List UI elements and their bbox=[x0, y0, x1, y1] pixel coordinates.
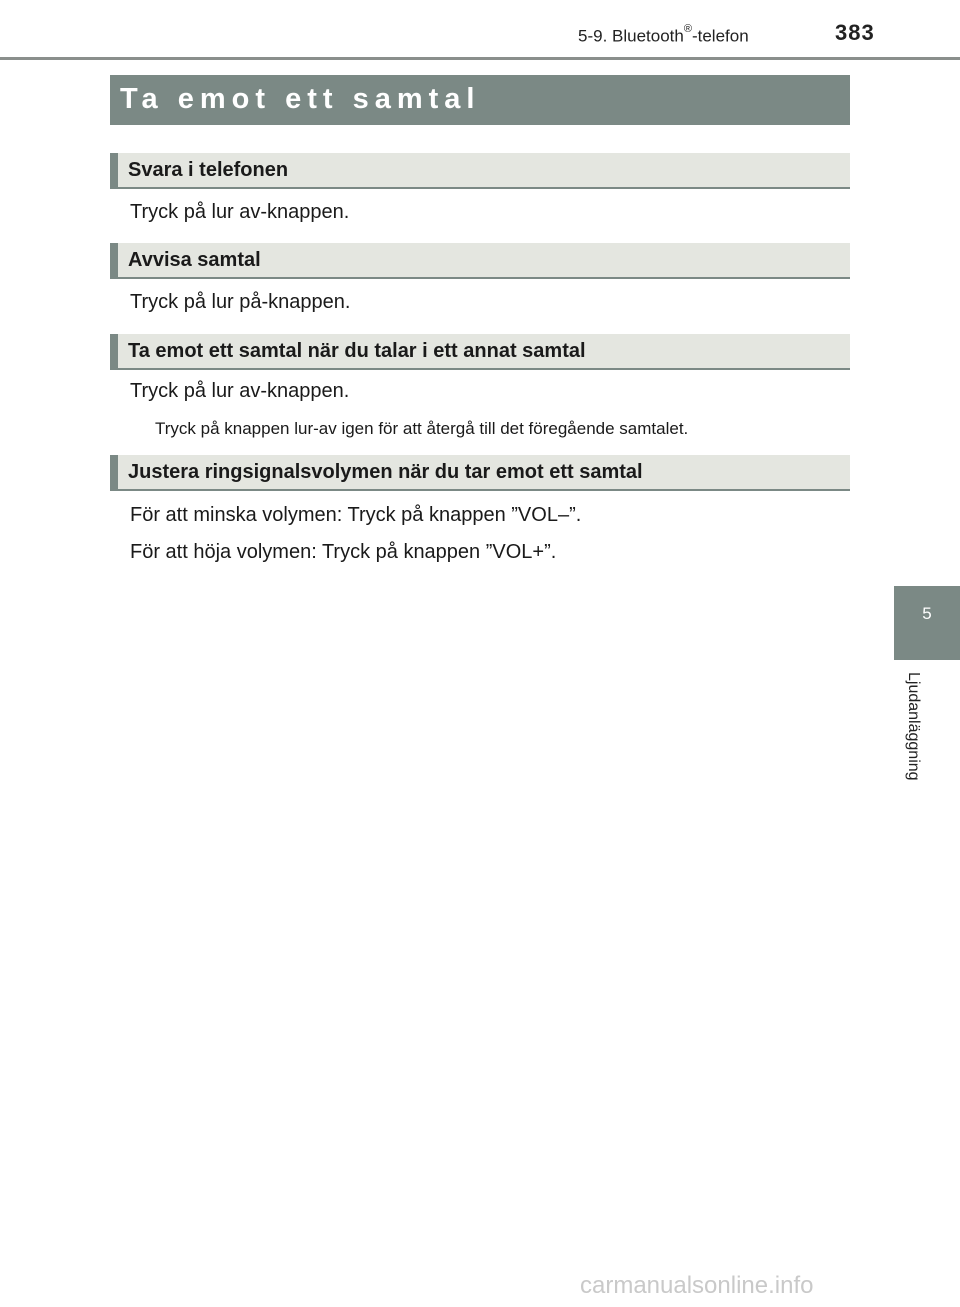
subheading-accent bbox=[110, 455, 118, 491]
subheading-call-waiting: Ta emot ett samtal när du talar i ett annat samtal bbox=[128, 340, 586, 362]
subheading-accent bbox=[110, 153, 118, 189]
subheading-accent bbox=[110, 243, 118, 279]
instruction-volume-up: För att höja volymen: Tryck på knappen ”VOL+”. bbox=[130, 541, 557, 563]
instruction-volume-down: För att minska volymen: Tryck på knappen ”VOL–”. bbox=[130, 504, 582, 526]
registered-mark: ® bbox=[683, 23, 692, 35]
chapter-label: Ljudanläggning bbox=[905, 672, 922, 781]
section-header bbox=[578, 23, 749, 47]
section-prefix: 5-9. Bluetooth bbox=[578, 26, 684, 46]
subheading-bar-reject bbox=[110, 243, 850, 279]
subheading-bar-call-waiting bbox=[110, 334, 850, 370]
instruction-reject: Tryck på lur på-knappen. bbox=[130, 291, 351, 313]
note-call-waiting: Tryck på knappen lur-av igen för att återgå till det föregående samtalet. bbox=[155, 419, 689, 438]
title-bar bbox=[110, 75, 850, 125]
watermark: carmanualsonline.info bbox=[580, 1272, 814, 1299]
page-number: 383 bbox=[835, 20, 875, 45]
subheading-bar-ringtone-volume bbox=[110, 455, 850, 491]
chapter-tab bbox=[894, 586, 960, 660]
subheading-accent bbox=[110, 334, 118, 370]
instruction-answer: Tryck på lur av-knappen. bbox=[130, 201, 350, 223]
subheading-reject: Avvisa samtal bbox=[128, 249, 261, 271]
chapter-number: 5 bbox=[922, 604, 932, 623]
section-suffix: -telefon bbox=[691, 26, 749, 46]
subheading-ringtone-volume: Justera ringsignalsvolymen när du tar emot ett samtal bbox=[128, 461, 643, 483]
subheading-bar-answer bbox=[110, 153, 850, 189]
instruction-call-waiting: Tryck på lur av-knappen. bbox=[130, 380, 350, 402]
header-divider bbox=[0, 57, 960, 60]
page-title: Ta emot ett samtal bbox=[120, 83, 481, 115]
subheading-answer: Svara i telefonen bbox=[128, 159, 289, 181]
